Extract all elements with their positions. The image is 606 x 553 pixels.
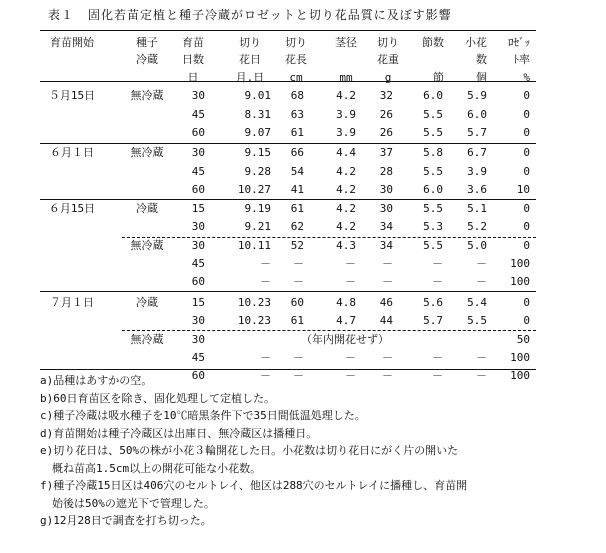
table-cell: 0 [523,165,530,178]
table-cell: 63 [290,108,304,121]
footnote-text: f)種子冷蔵15日区は406穴のセルトレイ、他区は288穴のセルトレイに播種し、育苗開 [40,479,468,492]
table-cell: － [432,369,443,382]
table-cell: 5.5 [423,165,443,178]
column-header: 育苗開始 [50,36,94,49]
footnote [40,477,600,512]
table-dashed-rule [122,330,536,331]
table-cell: 54 [290,165,304,178]
table-cell: 5.9 [467,89,487,102]
footnote-text: d)育苗開始は種子冷蔵区は出庫日、無冷蔵区は播種日。 [40,426,318,440]
table-cell: 0 [523,126,530,139]
footnote-continuation: 概ね苗高1.5cm以上の開花可能な小花数。 [52,461,262,475]
table-cell: 0 [523,89,530,102]
unit-label: mm [339,71,353,84]
footnote-text: a)品種はあすかの空。 [40,374,153,387]
footnote-text: c)種子冷蔵は吸水種子を10℃暗黒条件下で35日間低温処理した。 [40,409,366,422]
table-cell: 15 [191,202,205,215]
column-header: 花重 [377,53,399,66]
column-header: 日数 [182,53,204,66]
table-cell: 9.19 [244,202,271,215]
table-cell: 冷蔵 [136,202,158,215]
column-header: 種子 [136,36,158,49]
table-cell: 52 [290,239,304,252]
table-cell: 60 [191,369,205,382]
column-header: 数 [476,53,487,66]
table-cell: 5.7 [423,314,443,327]
table-cell: 30 [379,202,393,215]
table-cell: － [382,351,393,364]
footnote-text: g)12月28日で調査を打ち切った。 [40,514,212,527]
unit-label: % [523,71,530,84]
table-cell: 61 [290,126,304,139]
table-cell: 0 [523,202,530,215]
table-cell: 6.0 [423,89,443,102]
table-cell: 26 [379,126,393,139]
table-cell: 10.11 [237,239,271,252]
table-cell: 5.5 [423,126,443,139]
table-cell: 66 [290,146,304,159]
table-cell: 28 [379,165,393,178]
table-cell: － [293,351,304,364]
table-cell: 34 [379,239,393,252]
table-cell: 5.1 [467,202,487,215]
table-cell: 68 [290,89,304,102]
table-cell: 4.7 [336,314,356,327]
table-cell: 10 [516,183,530,196]
table-cell: 0 [523,108,530,121]
table-cell: 100 [510,369,530,382]
table-cell: 0 [523,314,530,327]
footnote-continuation: 始後は50%の遮光下で管理した。 [52,496,215,510]
column-header: ﾛｾﾞｯ [508,36,530,49]
footnote [40,372,600,390]
table-cell: 0 [523,239,530,252]
table-cell: 45 [191,165,205,178]
column-header: 冷蔵 [136,53,158,66]
table-rule [40,30,536,31]
table-cell: 6.0 [467,108,487,121]
table-cell: － [432,257,443,270]
table-cell: 46 [379,296,393,309]
table-cell: 5.0 [467,239,487,252]
footnote-text: b)60日育苗区を除き、固化処理して定植した。 [40,391,276,405]
table-cell: 61 [290,314,304,327]
table-cell: 9.07 [244,126,271,139]
table-cell: 37 [379,146,393,159]
table-cell: 5.6 [423,296,443,309]
table-cell: 30 [191,333,205,346]
table-cell: 10.27 [237,183,271,196]
table-cell: 3.9 [336,126,356,139]
table-cell: ６月１日 [50,146,94,159]
table-cell: 4.2 [336,165,356,178]
table-cell: 30 [191,146,205,159]
table-cell: － [260,369,271,382]
unit-label: 月.日 [235,71,265,84]
table-cell: 5.5 [423,108,443,121]
unit-label: 日 [187,71,199,84]
table-cell: － [260,275,271,288]
table-cell: － [345,351,356,364]
table-cell: － [476,275,487,288]
table-cell: 5.5 [467,314,487,327]
table-cell: － [293,275,304,288]
table-cell: 5.8 [423,146,443,159]
table-cell: － [260,257,271,270]
table-cell: 5.4 [467,296,487,309]
table-cell: － [476,257,487,270]
table-cell: 6.7 [467,146,487,159]
table-cell: 30 [379,183,393,196]
table-cell: 0 [523,146,530,159]
table-number: 表１ [48,8,75,22]
table-cell: 3.9 [336,108,356,121]
table-cell: 9.01 [244,89,271,102]
footnote [40,425,600,443]
table-rule [40,143,536,144]
table-cell: 30 [191,314,205,327]
table-cell: 9.28 [244,165,271,178]
table-cell: 9.21 [244,220,271,233]
table-rule [40,369,536,370]
column-header: 切り [239,36,261,49]
table-cell: 4.2 [336,183,356,196]
table-cell: － [345,369,356,382]
table-cell: － [293,369,304,382]
table-cell: 4.8 [336,296,356,309]
table-dashed-rule [122,237,536,238]
table-cell: 50 [516,333,530,346]
table-cell: 45 [191,108,205,121]
span-note: （年内開花せず） [301,333,389,346]
table-caption: 固化若苗定植と種子冷蔵がロゼットと切り花品質に及ぼす影響 [88,8,452,22]
table-cell: 45 [191,351,205,364]
table-cell: 61 [290,202,304,215]
table-cell: 60 [191,275,205,288]
table-cell: － [382,275,393,288]
column-header: ﾄ率 [513,53,530,66]
table-cell: 30 [191,239,205,252]
table-cell: 5.5 [423,202,443,215]
column-header: 節数 [422,36,444,49]
table-cell: 60 [191,126,205,139]
table-cell: 無冷蔵 [130,333,164,346]
column-header: 切り [377,36,399,49]
table-cell: 60 [191,183,205,196]
table-cell: 32 [379,89,393,102]
table-cell: － [432,351,443,364]
table-cell: 5.5 [423,239,443,252]
table-cell: 30 [191,89,205,102]
table-cell: 無冷蔵 [130,239,164,252]
footnote [40,390,600,408]
table-cell: － [382,257,393,270]
table-cell: 9.15 [244,146,271,159]
table-cell: 4.4 [336,146,356,159]
table-cell: 4.2 [336,202,356,215]
table-cell: 6.0 [423,183,443,196]
column-header: 花日 [239,53,261,66]
column-header: 育苗 [182,36,204,49]
column-header: 茎径 [335,36,357,49]
table-cell: － [476,351,487,364]
table-cell: 100 [510,275,530,288]
table-cell: － [476,369,487,382]
table-cell: 10.23 [237,314,271,327]
footnotes [40,372,600,530]
footnote [40,512,600,530]
table-cell: 3.6 [467,183,487,196]
table-cell: 4.2 [336,220,356,233]
footnote [40,407,600,425]
unit-label: 節 [433,71,444,84]
table-cell: 41 [290,183,304,196]
table-cell: 30 [191,220,205,233]
table-cell: － [260,351,271,364]
table-cell: － [382,369,393,382]
table-cell: 15 [191,296,205,309]
table-cell: 0 [523,220,530,233]
table-cell: ６月15日 [48,202,96,215]
table-cell: 34 [379,220,393,233]
column-header: 花長 [285,53,307,66]
table-cell: － [345,257,356,270]
table-cell: 5.2 [467,220,487,233]
table-cell: 100 [510,257,530,270]
table-cell: 10.23 [237,296,271,309]
table-cell: 0 [523,296,530,309]
table-cell: ７月１日 [50,296,94,309]
table-cell: 45 [191,257,205,270]
table-cell: 62 [290,220,304,233]
table-rule [40,291,536,292]
table-cell: 冷蔵 [136,296,158,309]
table-cell: 44 [379,314,393,327]
footnote-text: e)切り花日は、50%の株が小花３輪開花した日。小花数は切り花日にがく片の開いた [40,444,459,457]
table-cell: ５月15日 [48,89,96,102]
table-cell: 5.7 [467,126,487,139]
table-cell: 無冷蔵 [130,89,164,102]
column-header: 小花 [465,36,487,49]
table-title [48,6,452,23]
table-cell: 8.31 [244,108,271,121]
table-cell: － [345,275,356,288]
unit-label: cm [289,71,303,84]
table-rule [40,81,536,82]
table-cell: 4.3 [336,239,356,252]
unit-label: g [384,71,392,84]
footnote [40,442,600,477]
table-cell: 5.3 [423,220,443,233]
table-cell: 100 [510,351,530,364]
table-cell: 4.2 [336,89,356,102]
table-cell: － [293,257,304,270]
unit-label: 個 [476,71,487,84]
column-header: 切り [285,36,307,49]
table-cell: 3.9 [467,165,487,178]
table-cell: 60 [290,296,304,309]
table-rule [40,199,536,200]
table-cell: － [432,275,443,288]
table-cell: 26 [379,108,393,121]
table-cell: 無冷蔵 [130,146,164,159]
